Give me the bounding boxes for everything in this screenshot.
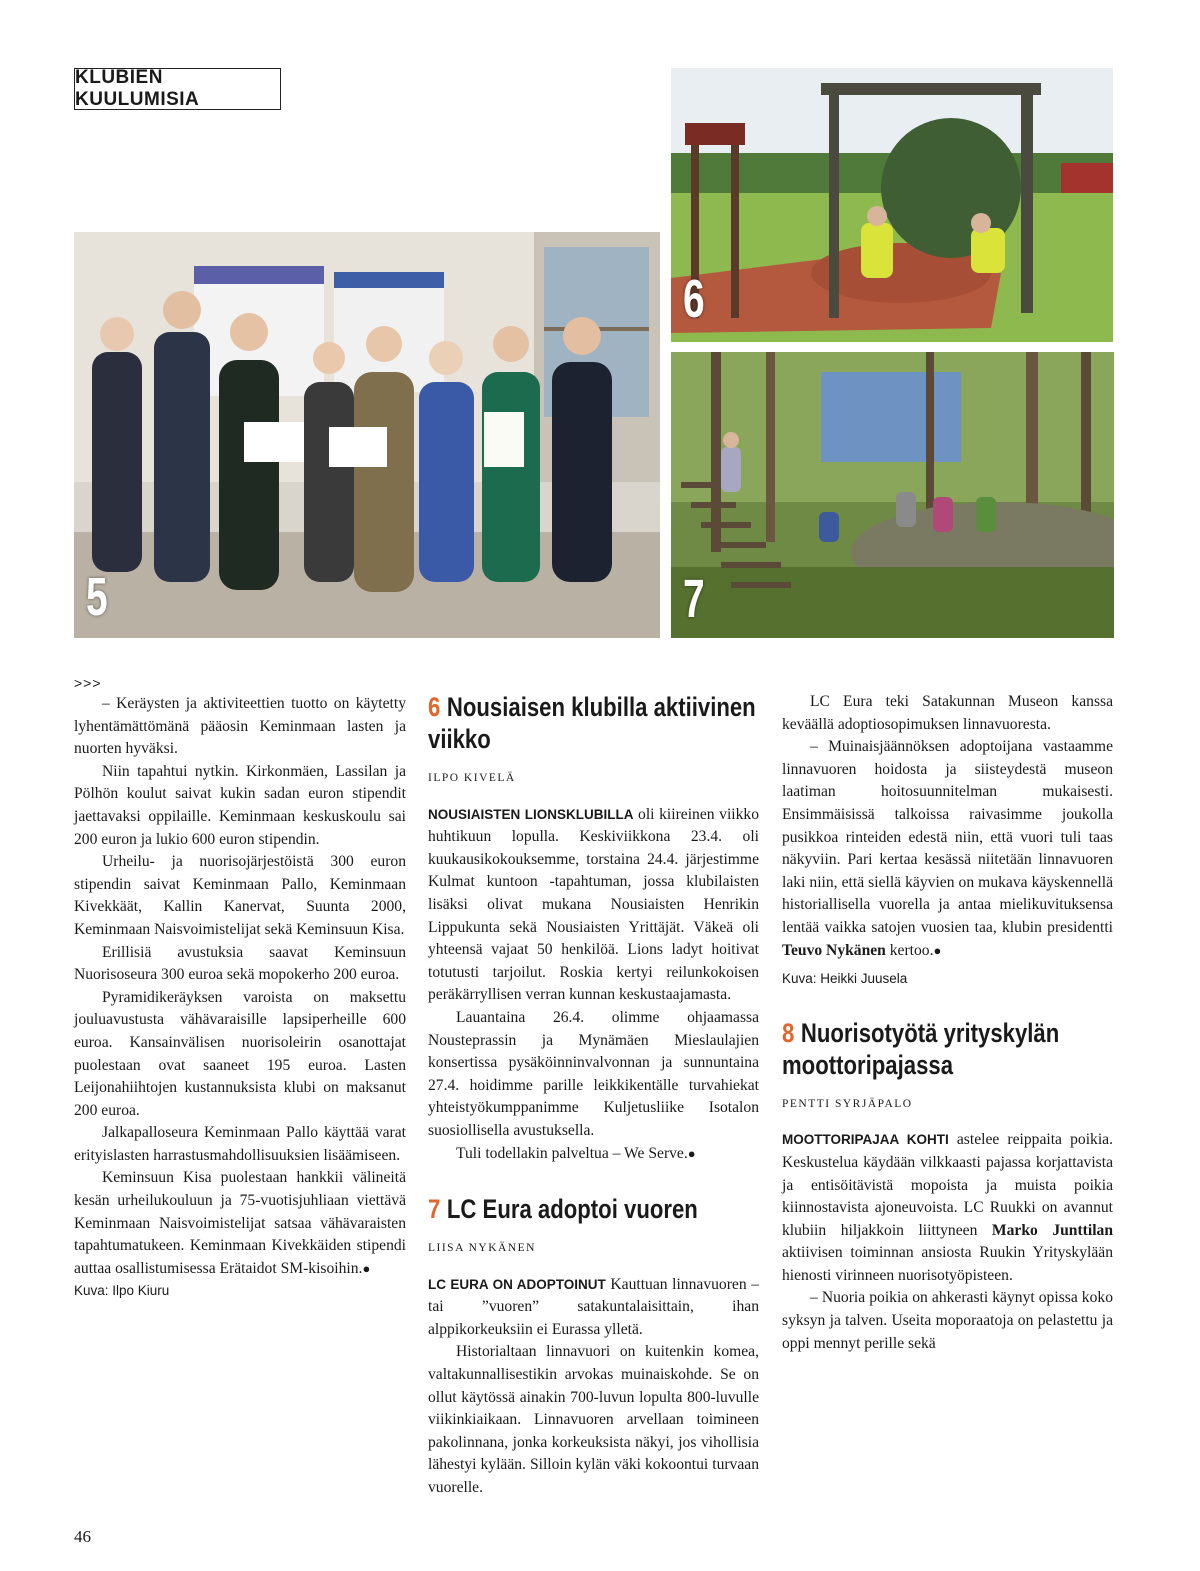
article-6-title: Nousiaisen klubilla aktiivinen viikko [428,692,756,754]
article-6-paragraph-3 [428,1143,759,1166]
column-3 [782,691,1113,1355]
article-7-paragraph-2: Historialtaan linnavuori on kuitenkin komea, valtakunnallisestikin arvokas muinaiskohde. Se on ollut käytössä ainakin 700-luvun lopulta 800-luvulle viikinkiaikaan. Linnavuoren arvellaan toimineen pakolinnana, jonka korkeuksista näkyi, jos vihollisia lähestyi kylään. Silloin kylän väki kokoontui turvaan vuorelle. [428,1343,759,1497]
article-8-paragraph-2: – Nuoria poikia on ahkerasti käynyt opissa koko syksyn ja talven. Useita moporaatoja on pelastettu ja oppi mennyt perille sekä [782,1289,1113,1352]
article-7-president-name: Teuvo Nykänen [782,941,886,959]
column-1 [74,673,406,1303]
photo-7-forest [671,352,1114,638]
article-6-byline: ILPO KIVELÄ [428,772,516,784]
photo-number-6: 6 [683,269,705,329]
article-6-headline [428,691,759,755]
col1-paragraph-3: Urheilu- ja nuorisojärjestöistä 300 euron stipendin saivat Keminmaan Pallo, Keminmaan Kivekkäät, Kallin Kanervat, Suunta 2000, Keminmaan Naisvoimistelijat sekä Keminsuun Kisa. [74,853,406,938]
article-7-paragraph-3: LC Eura teki Satakunnan Museon kanssa keväällä adoptiosopimuksen linnavuoresta. [782,693,1113,733]
article-6-text-3: Tuli todellakin palveltua – We Serve. [456,1144,688,1162]
article-8-headline [782,1017,1113,1081]
article-7-headline [428,1193,759,1225]
article-8-paragraph-1 [782,1129,1113,1287]
article-8-title: Nuorisotyötä yrityskylän moottoripajassa [782,1017,1060,1080]
photo-7-illustration [671,352,1114,638]
article-7-text-4b: kertoo. [885,941,934,959]
article-6-number: 6 [428,692,441,722]
article-8-lead: MOOTTORIPAJAA KOHTI [782,1132,949,1148]
article-8-text-1b: aktiivisen toiminnan ansiosta Ruukin Yrityskylään hienosti virinneen nuorisotyöpisteen. [782,1244,1113,1284]
photo-5-illustration [74,232,660,638]
photo-5-group [74,232,660,638]
article-6-paragraph-1 [428,804,759,1007]
end-mark: ● [362,1260,371,1276]
col1-paragraph-7 [74,1167,406,1280]
photo-6-playground [671,68,1113,342]
col1-paragraph-2: Niin tapahtui nytkin. Kirkonmäen, Lassilan ja Pölhön koulut saivat kukin sadan euron stipendit jaettavaksi oppilaille. Keminmaan keskuskoulu sai 200 euron ja lukio 600 euron stipendin. [74,762,406,848]
col1-paragraph-6: Jalkapalloseura Keminmaan Pallo käyttää varat erityislasten harrastusmahdollisuuksien lisäämiseen. [74,1124,406,1164]
article-7-text-4a: – Muinaisjäännöksen adoptoijana vastaamme linnavuoren hoidosta ja siisteydestä museon laatiman hoitosuunnitelman mukaisesti. Ensimmäisissä talkoissa raivasimme joukolla pusikkoa rinteiden edestä niin, että vuori tuli taas näkyviin. Pari kertaa kesässä niitetään linnavuoren laki niin, että siellä käyvien on mukava käyskennellä historiallisella vuorella ja antaa mielikuvituksensa lentää vaikka satojen vuosien taa, klubin presidentti [782,738,1113,936]
article-7-lead: LC EURA ON ADOPTOINUT [428,1276,606,1292]
photo-credit-5: Kuva: Ilpo Kiuru [74,1283,170,1299]
article-8-text-1a: astelee reippaita poikia. Keskustelua käydään vilkkaasti pajassa korjattavista ja entisöitävistä mopoista ja muista poikia kiinnostavista ajoneuvoista. LC Ruukki on avannut klubiin hiljakkoin liittyneen [782,1131,1113,1239]
page-number: 46 [74,1527,91,1546]
article-7-title: LC Eura adoptoi vuoren [446,1194,698,1225]
end-mark: ● [687,1145,696,1161]
photo-credit-7: Kuva: Heikki Juusela [782,971,908,987]
section-label: KLUBIEN KUULUMISIA [74,68,281,110]
photo-number-5: 5 [86,567,108,627]
col1-paragraph-5: Pyramidikeräyksen varoista on maksettu jouluavustusta vähävaraisille lapsiperheille 600 euroa. Kansainvälisen nuorisoleirin osanottajat puolestaan ovat saaneet 195 euroa. Lasten Leijonahiihtojen kustannuksista klubi on maksanut 200 euroa. [74,988,406,1119]
article-8-person-name: Marko Junttilan [991,1221,1114,1239]
article-7-paragraph-4 [782,736,1113,962]
article-6-text-1: oli kiireinen viikko huhtikuun lopulla. Keskiviikkona 23.4. oli kuukausikokouksemme, torstaina 24.4. järjestimme Kulmat kuntoon -tapahtuman, jossa klubilaisten lisäksi olivat mukana Nousiaisten Henrikin Lippukunta sekä Nousiaisten Yrittäjät. Väkeä oli yhteensä vajaat 50 henkilöä. Lions ladyt hoitivat totutusti tarjoilut. Roskia kertyi reilunkokoisen peräkärryllisen verran kunnan keskustaajamasta. [428,805,759,1004]
article-6-lead: NOUSIAISTEN LIONSKLUBILLA [428,806,634,822]
col1-paragraph-4: Erillisiä avustuksia saavat Keminsuun Nuorisoseura 300 euroa sekä mopokerho 200 euroa. [74,943,406,984]
article-8-number: 8 [782,1017,795,1048]
article-6-paragraph-2: Lauantaina 26.4. olimme ohjaamassa Nousteprassin ja Mynämäen Mieslaulajien konsertissa pysäköinninvalvonnan ja sunnuntaina 27.4. hoidimme parille leikkikentälle turvahiekat yhteistyökumppanimme Kuljetusliike Isotalon suosiollisella avustuksella. [428,1008,759,1139]
col1-paragraph-1: – Keräysten ja aktiviteettien tuotto on käytetty lyhentämättömänä pääosin Keminmaan lasten ja nuorten hyväksi. [74,695,406,758]
continuation-marker: >>> [74,675,102,691]
article-7-number: 7 [428,1194,441,1225]
col1-paragraph-7-text: Keminsuun Kisa puolestaan hankkii välineitä kesän urheilukouluun ja 75-vuotisjuhliaan viettävä Keminmaan Naisvoimistelijat satsaa vähävaraisten tapahtumatukeen. Keminmaan Kivekkäiden stipendi auttaa osallistumisessa Erätaidot SM-kisoihin. [74,1169,406,1277]
photo-6-illustration [671,68,1113,342]
article-7-paragraph-1 [428,1274,759,1342]
photo-number-7: 7 [683,569,705,629]
article-7-text-1: Kauttuan linnavuoren – tai ”vuoren” satakuntalaisittain, ihan alppikorkeuksiin ei Eurassa ylletä. [428,1275,759,1338]
end-mark: ● [933,942,942,958]
article-7-byline: LIISA NYKÄNEN [428,1242,536,1255]
column-2 [428,691,759,1500]
article-8-byline: PENTTI SYRJÄPALO [782,1097,913,1110]
